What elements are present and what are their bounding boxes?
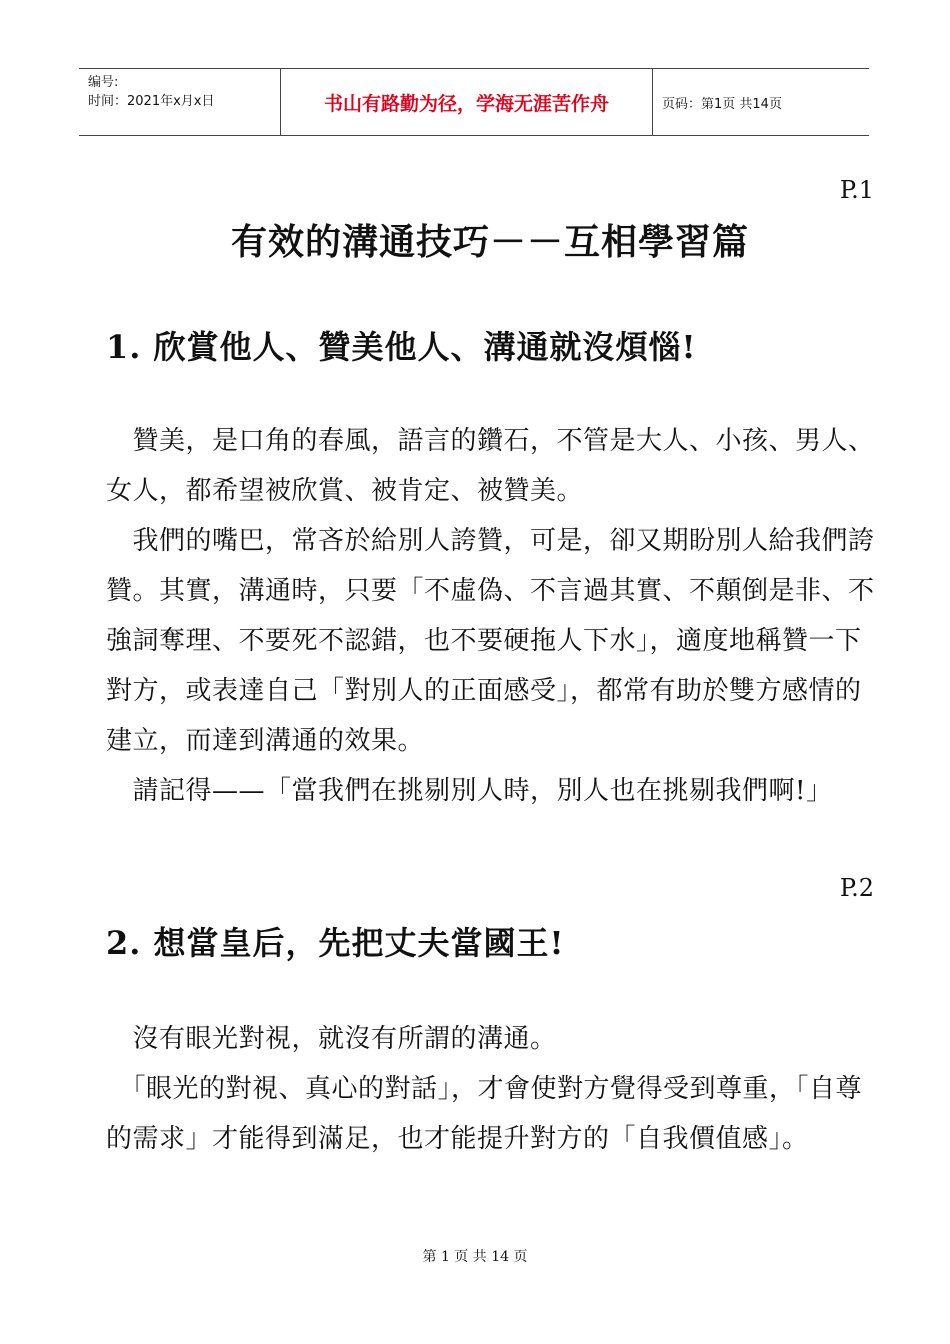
page-footer: 第 1 页 共 14 页 [422,1249,528,1265]
paragraph-1-3: 請記得——「當我們在挑剔別人時，別人也在挑剔我們啊!」 [106,776,833,806]
header-meta-cell [79,69,281,135]
section-heading-1: 1. 欣賞他人、贊美他人、溝通就沒煩惱! [106,328,697,366]
date-label: 时间：2021年x月x日 [88,94,215,109]
paragraph-1-1: 贊美，是口角的春風，語言的鑽石，不管是大人、小孩、男人、女人，都希望被欣賞、被肯定、被贊美。 [106,426,875,506]
page-mark-1: P.1 [839,176,874,204]
header-motto: 书山有路勤为径，学海无涯苦作舟 [281,69,653,135]
page-mark-2: P.2 [839,874,874,902]
code-label: 编号: [88,75,119,90]
header-page-info: 页码：第1页 共14页 [662,96,782,112]
document-title: 有效的溝通技巧－－互相學習篇 [230,221,749,263]
section-heading-2: 2. 想當皇后，先把丈夫當國王! [106,924,565,962]
paragraph-2-1: 沒有眼光對視，就沒有所謂的溝通。 [106,1024,557,1054]
paragraph-1-2: 我們的嘴巴，常吝於給別人誇贊，可是，卻又期盼別人給我們誇贊。其實，溝通時，只要「不虛偽、不言過其實、不顛倒是非、不強詞奪理、不要死不認錯，也不要硬拖人下水」，適度地稱贊一下對方，或表達自己「對別人的正面感受」，都常有助於雙方感情的建立，而達到溝通的效果。 [106,526,875,756]
paragraph-2-2: 「眼光的對視、真心的對話」，才會使對方覺得受到尊重，「自尊的需求」才能得到滿足，也才能提升對方的「自我價值感」。 [106,1074,863,1154]
header-table [79,68,869,136]
